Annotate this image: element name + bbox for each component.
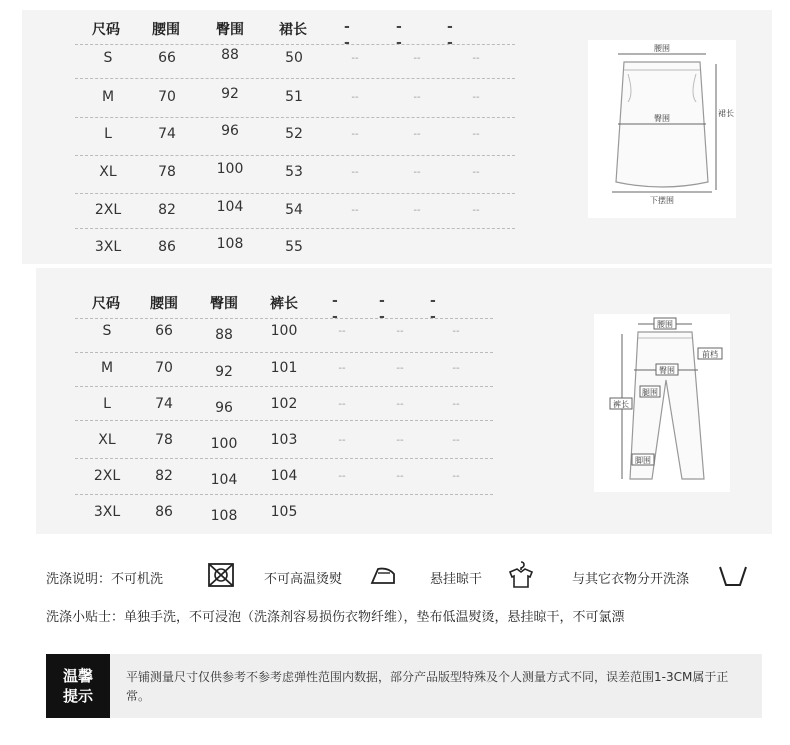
row-divider <box>75 155 515 156</box>
row-divider <box>75 458 493 459</box>
pants-hip-label: 臀围 <box>659 366 675 375</box>
table-cell: 74 <box>155 396 173 412</box>
table-cell: 2XL <box>94 202 122 218</box>
table-cell: 70 <box>158 89 176 105</box>
column-header: 臀围 <box>210 296 238 312</box>
table-cell: S <box>103 50 113 66</box>
table-cell: -- <box>452 399 460 410</box>
table-cell: -- <box>351 205 359 216</box>
table-cell: -- <box>351 167 359 178</box>
table-cell: 108 <box>210 508 238 524</box>
pants-rise-label: 前档 <box>702 350 718 359</box>
pants-waist-label: 腰围 <box>657 320 673 329</box>
table-cell: 70 <box>155 360 173 376</box>
care-instructions <box>46 556 766 596</box>
table-cell: 53 <box>285 164 303 180</box>
table-cell: 54 <box>285 202 303 218</box>
table-cell: -- <box>351 129 359 140</box>
table-cell: -- <box>472 53 480 64</box>
skirt-hem-label: 下摆围 <box>650 196 674 205</box>
table-cell: 74 <box>158 126 176 142</box>
pants-length-label: 裤长 <box>613 400 629 409</box>
table-cell: -- <box>472 129 480 140</box>
row-divider <box>75 352 493 353</box>
column-header: 腰围 <box>150 296 178 312</box>
notice-label <box>46 654 110 718</box>
column-header: -- <box>430 293 436 325</box>
table-cell: -- <box>396 363 404 374</box>
column-header: 臀围 <box>216 22 244 38</box>
column-header: -- <box>447 19 453 51</box>
table-cell: -- <box>338 399 346 410</box>
care-label: 洗涤说明：不可机洗 <box>46 572 164 587</box>
washing-tips: 洗涤小贴士：单独手洗，不可浸泡（洗涤剂容易损伤衣物纤维），垫布低温熨烫，悬挂晾干，不可氯漂 <box>46 610 625 625</box>
pants-diagram <box>594 314 730 492</box>
table-cell: 92 <box>221 86 239 102</box>
table-cell: M <box>101 89 115 105</box>
table-cell: -- <box>396 435 404 446</box>
column-header: -- <box>379 293 385 325</box>
row-divider <box>75 228 515 229</box>
table-cell: 86 <box>158 239 176 255</box>
column-header: -- <box>332 293 338 325</box>
table-cell: XL <box>99 164 117 180</box>
notice-box <box>46 654 762 718</box>
skirt-length-label: 裙长 <box>718 109 734 118</box>
table-cell: -- <box>472 205 480 216</box>
table-cell: S <box>102 323 112 339</box>
table-cell: -- <box>452 471 460 482</box>
table-cell: -- <box>396 471 404 482</box>
table-cell: -- <box>452 435 460 446</box>
table-cell: 88 <box>215 327 233 343</box>
table-cell: 78 <box>155 432 173 448</box>
skirt-diagram <box>588 40 736 218</box>
table-cell: 96 <box>215 400 233 416</box>
row-divider <box>75 318 493 319</box>
table-cell: L <box>103 396 111 412</box>
skirt-waist-label: 腰围 <box>654 44 670 53</box>
table-cell: 88 <box>221 47 239 63</box>
row-divider <box>75 386 493 387</box>
low-iron-icon <box>364 556 402 594</box>
table-cell: -- <box>396 399 404 410</box>
hand-wash-tub-icon <box>714 556 752 594</box>
table-cell: 105 <box>270 504 298 520</box>
table-cell: 52 <box>285 126 303 142</box>
table-cell: L <box>104 126 112 142</box>
table-cell: -- <box>413 92 421 103</box>
table-cell: -- <box>351 92 359 103</box>
table-cell: -- <box>338 363 346 374</box>
row-divider <box>75 494 493 495</box>
table-cell: 3XL <box>94 239 122 255</box>
column-header: 尺码 <box>92 296 120 312</box>
table-cell: 82 <box>158 202 176 218</box>
row-divider <box>75 78 515 79</box>
hang-dry-label: 悬挂晾干 <box>430 572 483 587</box>
notice-label-line1: 温馨 <box>62 667 93 685</box>
table-cell: -- <box>452 363 460 374</box>
table-cell: 100 <box>216 161 244 177</box>
table-cell: -- <box>413 129 421 140</box>
table-cell: 82 <box>155 468 173 484</box>
row-divider <box>75 44 515 45</box>
table-cell: 3XL <box>93 504 121 520</box>
table-cell: 55 <box>285 239 303 255</box>
table-cell: 96 <box>221 123 239 139</box>
table-cell: -- <box>338 435 346 446</box>
table-cell: 102 <box>270 396 298 412</box>
table-cell: 78 <box>158 164 176 180</box>
table-cell: M <box>100 360 114 376</box>
table-cell: 66 <box>155 323 173 339</box>
column-header: 裙长 <box>279 22 307 38</box>
table-cell: -- <box>452 326 460 337</box>
table-cell: 104 <box>210 472 238 488</box>
column-header: -- <box>344 19 350 51</box>
notice-label-line2: 提示 <box>62 687 93 705</box>
table-cell: -- <box>338 471 346 482</box>
table-cell: -- <box>338 326 346 337</box>
table-cell: 101 <box>270 360 298 376</box>
pants-hem-label: 脚围 <box>635 456 651 465</box>
row-divider <box>75 117 515 118</box>
table-cell: 108 <box>216 236 244 252</box>
table-cell: 51 <box>285 89 303 105</box>
column-header: 腰围 <box>152 22 180 38</box>
column-header: 裤长 <box>270 296 298 312</box>
table-cell: -- <box>413 167 421 178</box>
table-cell: 92 <box>215 364 233 380</box>
table-cell: 66 <box>158 50 176 66</box>
table-cell: 104 <box>216 199 244 215</box>
table-cell: 86 <box>155 504 173 520</box>
hang-dry-icon <box>502 556 540 594</box>
table-cell: 100 <box>270 323 298 339</box>
separate-wash-label: 与其它衣物分开洗涤 <box>572 572 690 587</box>
pants-thigh-label: 腿围 <box>642 388 658 397</box>
row-divider <box>75 420 493 421</box>
table-cell: -- <box>413 53 421 64</box>
table-cell: -- <box>396 326 404 337</box>
table-cell: 50 <box>285 50 303 66</box>
row-divider <box>75 193 515 194</box>
column-header: 尺码 <box>92 22 120 38</box>
table-cell: 100 <box>210 436 238 452</box>
skirt-hip-label: 臀围 <box>654 114 670 123</box>
table-cell: -- <box>472 167 480 178</box>
column-header: -- <box>396 19 402 51</box>
table-cell: 104 <box>270 468 298 484</box>
table-cell: XL <box>98 432 116 448</box>
no-iron-label: 不可高温烫熨 <box>264 572 343 587</box>
table-cell: 103 <box>270 432 298 448</box>
table-cell: -- <box>472 92 480 103</box>
notice-text: 平铺测量尺寸仅供参考不参考虑弹性范围内数据，部分产品版型特殊及个人测量方式不同，误差范围1-3CM属于正常。 <box>126 670 729 703</box>
table-cell: -- <box>413 205 421 216</box>
table-cell: 2XL <box>93 468 121 484</box>
table-cell: -- <box>351 53 359 64</box>
no-machine-wash-icon <box>202 556 240 594</box>
